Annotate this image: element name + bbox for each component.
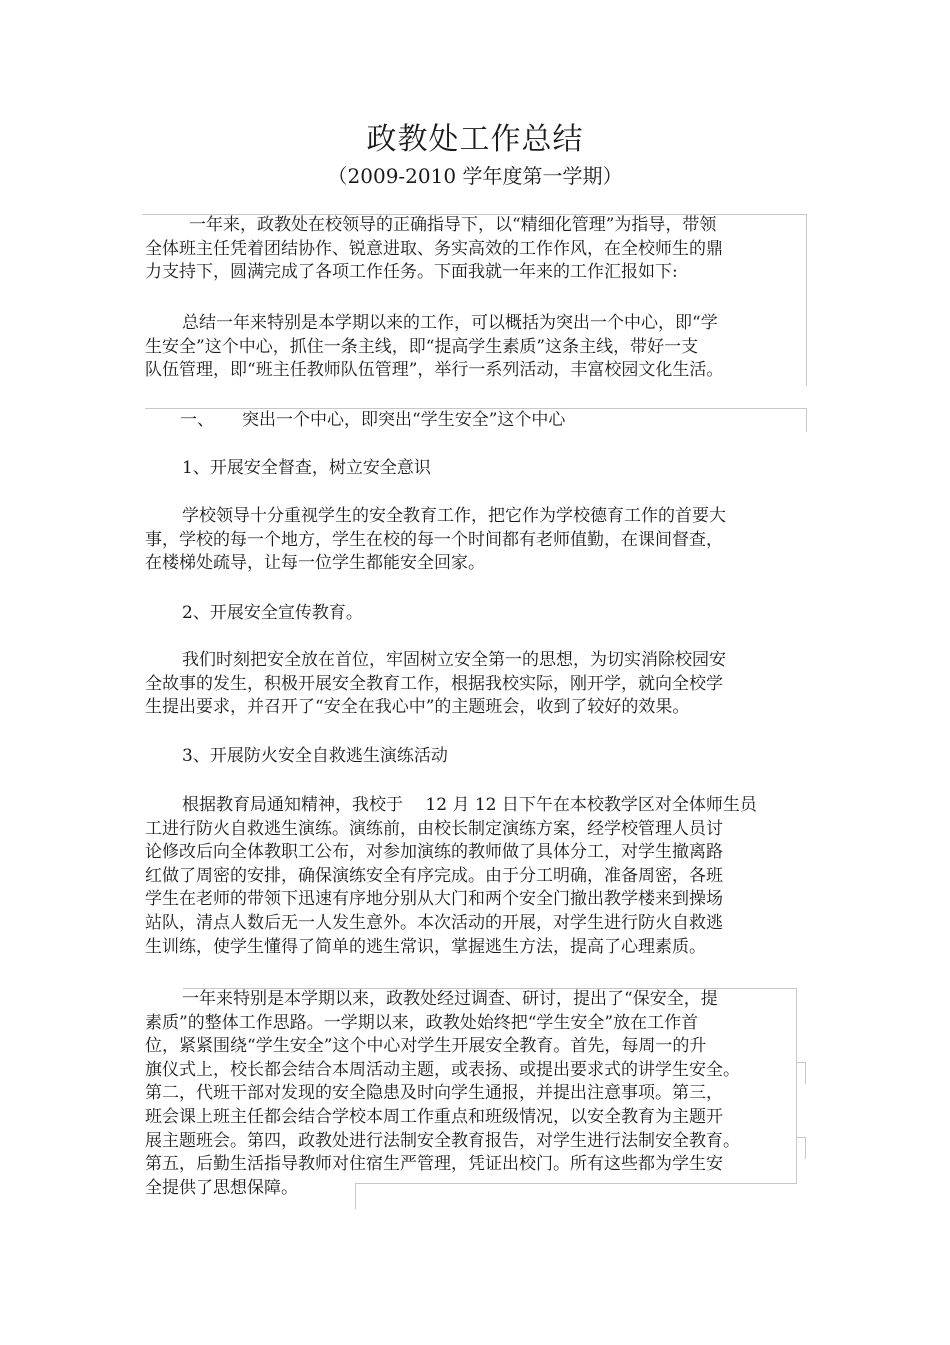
text-line: 生提出要求，并召开了“安全在我心中”的主题班会，收到了较好的效果。 [145,697,690,718]
text-line: 生训练，使学生懂得了简单的逃生常识，掌握逃生方法，提高了心理素质。 [145,936,706,957]
text-line: 红做了周密的安排，确保演练安全有序完成。由于分工明确，准备周密，各班 [145,865,723,886]
text-line: 工进行防火自救逃生演练。演练前，由校长制定演练方案，经学校管理人员讨 [145,818,723,839]
text-line: 第二，代班干部对发现的安全隐患及时向学生通报，并提出注意事项。第三， [145,1083,723,1104]
text-line: 第五，后勤生活指导教师对住宿生严管理，凭证出校门。所有这些都为学生安 [145,1154,723,1175]
item-heading-1: 1、开展安全督查，树立安全意识 [182,458,431,478]
text-line: 我们时刻把安全放在首位，牢固树立安全第一的思想，为切实消除校园安 [182,650,726,670]
summary-paragraph [145,312,770,383]
text-line: 学生在老师的带领下迅速有序地分别从大门和两个安全门撤出教学楼来到操场 [145,889,723,910]
frame-line [805,1137,806,1159]
text-line: 一年来，政教处在校领导的正确指导下，以“精细化管理”为指导，带领 [189,215,717,235]
text-line: 旗仪式上，校长都会结合本周活动主题，或表扬、或提出要求式的讲学生安全。 [145,1059,740,1080]
text-line: 队伍管理，即“班主任教师队伍管理”，举行一系列活动，丰富校园文化生活。 [145,360,724,381]
item-heading-2: 2、开展安全宣传教育。 [182,603,363,623]
text-line: 论修改后向全体教职工公布，对参加演练的教师做了具体分工，对学生撤离路 [145,842,723,863]
frame-line [806,214,807,386]
intro-paragraph [145,214,770,285]
text-line: 根据教育局通知精神，我校于 12 月 12 日下午在本校教学区对全体师生员 [182,795,757,815]
text-line: 生安全”这个中心，抓住一条主线，即“提高学生素质”这条主线，带好一支 [145,336,699,357]
text-line: 班会课上班主任都会结合学校本周工作重点和班级情况，以安全教育为主题开 [145,1106,723,1127]
page-subtitle: （2009-2010 学年度第一学期） [327,164,623,188]
item-body-3 [145,794,770,959]
item-body-2 [145,649,770,720]
frame-line [796,988,797,1183]
text-line: 位，紧紧围绕“学生安全”这个中心对学生开展安全教育。首先，每周一的升 [145,1036,707,1057]
text-line: 展主题班会。第四，政教处进行法制安全教育报告，对学生进行法制安全教育。 [145,1130,740,1151]
section-title: 突出一个中心，即突出“学生安全”这个中心 [242,410,566,430]
text-line: 力支持下，圆满完成了各项工作任务。下面我就一年来的工作汇报如下: [145,262,678,283]
text-line: 总结一年来特别是本学期以来的工作，可以概括为突出一个中心，即“学 [182,313,718,333]
text-line: 学校领导十分重视学生的安全教育工作，把它作为学校德育工作的首要大 [182,506,726,526]
item-body-1 [145,505,770,576]
frame-line [805,1062,806,1084]
text-line: 全故事的发生，积极开展安全教育工作，根据我校实际，刚开学，就向全校学 [145,673,723,694]
closing-paragraph [145,988,770,1200]
text-line: 一年来特别是本学期以来，政教处经过调查、研讨，提出了“保安全，提 [182,989,718,1009]
section-number: 一、 [180,410,214,430]
frame-line [806,408,807,432]
text-line: 素质”的整体工作思路。一学期以来，政教处始终把“学生安全”放在工作首 [145,1012,699,1033]
text-line: 在楼梯处疏导，让每一位学生都能安全回家。 [145,553,485,574]
text-line: 事，学校的每一个地方，学生在校的每一个时间都有老师值勤，在课间督查， [145,529,723,550]
text-line: 站队，清点人数后无一人发生意外。本次活动的开展，对学生进行防火自救逃 [145,912,723,933]
page-title: 政教处工作总结 [366,122,584,157]
text-line: 全体班主任凭着团结协作、锐意进取、务实高效的工作作风，在全校师生的鼎 [145,238,723,259]
section-heading [180,408,565,432]
text-line: 全提供了思想保障。 [145,1177,298,1198]
item-heading-3: 3、开展防火安全自救逃生演练活动 [182,746,448,766]
